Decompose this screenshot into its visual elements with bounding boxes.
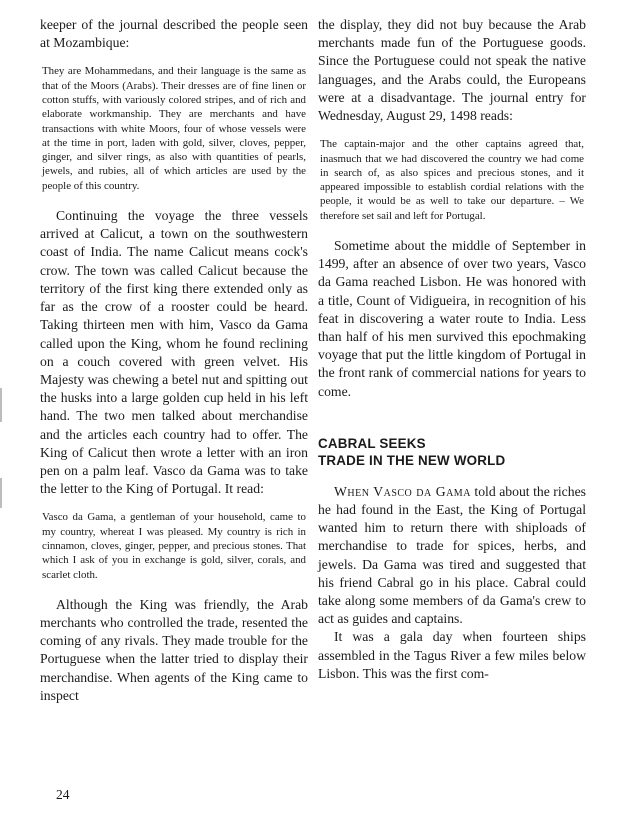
paragraph-lead-in: When Vasco da Gama xyxy=(334,483,471,499)
right-column xyxy=(318,16,586,683)
section-heading-line-1: CABRAL SEEKS xyxy=(318,435,426,451)
left-block-quote-1: They are Mohammedans, and their language is the same as that of the Moors (Arabs). Their dresses are of fine linen or cotton stuffs, with variously colored stripes, and of rich and elaborate workmanship. They are merchants and have transactions with white Moors, four of whose vessels were at the time in port, laden with gold, silver, cloves, pepper, ginger, and silver rings, as also with quantities of pearls, jewels, and rubies, all of which articles are used by the people of this country. xyxy=(42,65,306,192)
left-column xyxy=(40,16,308,705)
right-paragraph-1: the display, they did not buy because the Arab merchants made fun of the Portuguese goods. Since the Portuguese could not speak the native languages, and the Arabs could, the Europeans were at a disadvantage. The journal entry for Wednesday, August 29, 1498 reads: xyxy=(318,17,586,124)
right-block-quote-1: The captain-major and the other captains agreed that, inasmuch that we had discovered the country we had come in search of, as also spices and precious stones, and it appeared impossible to establish cordial relations with the people, it would be as well to take our departure. – We therefore set sail and left for Portugal. xyxy=(320,138,584,222)
page-number: 24 xyxy=(56,787,70,802)
right-paragraph-3 xyxy=(318,483,586,629)
paragraph-body: told about the riches he had found in the East, the King of Portugal wanted him to return there with shiploads of merchandise to trade for spices, herbs, and jewels. Da Gama was tired and suggested that his friend Cabral go in his place. Cabral could take along some members of da Gama's crew to act as guides and captains. xyxy=(318,483,586,627)
right-paragraph-4: It was a gala day when fourteen ships assembled in the Tagus River a few miles below Lisbon. This was the first com- xyxy=(318,629,586,681)
left-paragraph-1: keeper of the journal described the people seen at Mozambique: xyxy=(40,17,308,51)
left-block-quote-2: Vasco da Gama, a gentleman of your household, came to my country, whereat I was pleased. My country is rich in cinnamon, cloves, ginger, pepper, and precious stones. That which I ask of you in exchange is gold, silver, corals, and scarlet cloth. xyxy=(42,511,306,581)
section-heading xyxy=(318,435,586,469)
section-heading-line-2: TRADE IN THE NEW WORLD xyxy=(318,452,506,468)
left-paragraph-2: Continuing the voyage the three vessels arrived at Calicut, a town on the southwestern coast of India. The name Calicut means cock's crow. The town was called Calicut because the territory of the first king there extended only as far as the crow of a rooster could be heard. Taking thirteen men with him, Vasco da Gama called upon the King, whom he found reclining on a couch covered with green velvet. His Majesty was chewing a betel nut and spitting out the husks into a large golden cup held in his left hand. The two men talked about merchandise and the articles each country had to offer. The King of Calicut then wrote a letter with an iron pen on a palm leaf. Vasco da Gama was to take the letter to the King of Portugal. It read: xyxy=(40,208,308,497)
left-paragraph-3: Although the King was friendly, the Arab merchants who controlled the trade, resented the coming of any rivals. They made trouble for the Portuguese when the latter tried to display their merchandise. When agents of the King came to inspect xyxy=(40,596,308,703)
right-paragraph-2: Sometime about the middle of September in 1499, after an absence of over two years, Vasco da Gama reached Lisbon. He was honored with a title, Count of Vidigueira, in recognition of his feat in discovering a water route to India. Less than half of his men survived this epochmaking voyage that put the little kingdom of Portugal in the front rank of commercial nations for years to come. xyxy=(318,238,586,399)
scan-margin-mark xyxy=(0,388,2,422)
scan-margin-mark xyxy=(0,478,2,508)
